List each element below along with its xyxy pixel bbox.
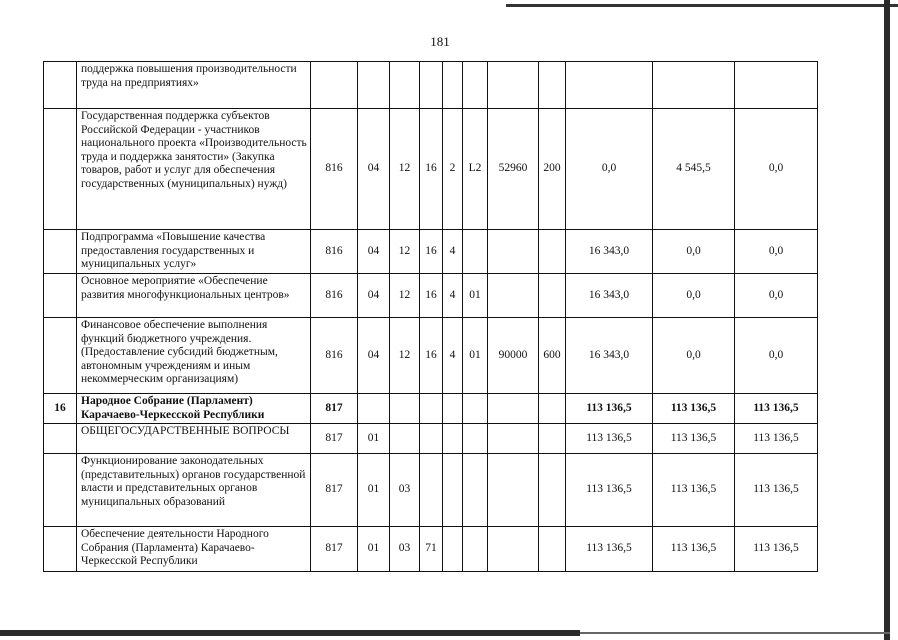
expense-type-cell [539, 230, 566, 274]
section-code-cell: 04 [358, 274, 390, 318]
scan-edge-bottom [0, 630, 580, 636]
ministry-code-cell: 816 [311, 109, 358, 230]
row-index-cell [44, 424, 77, 454]
row-index-cell [44, 62, 77, 109]
amount-year2-cell: 113 136,5 [653, 454, 735, 527]
direction-code-cell [488, 394, 539, 424]
ministry-code-cell: 816 [311, 230, 358, 274]
subprogram-code-cell [443, 62, 463, 109]
table-row [44, 318, 818, 394]
ministry-code-cell: 817 [311, 424, 358, 454]
subsection-code-cell: 03 [390, 454, 420, 527]
program-code-cell: 16 [420, 274, 443, 318]
row-index-cell [44, 454, 77, 527]
section-code-cell: 01 [358, 424, 390, 454]
program-code-cell: 16 [420, 109, 443, 230]
subprogram-code-cell [443, 424, 463, 454]
scan-edge-right [884, 0, 890, 640]
subprogram-code-cell: 4 [443, 274, 463, 318]
amount-year2-cell: 113 136,5 [653, 424, 735, 454]
budget-table [43, 61, 818, 572]
row-index-cell [44, 318, 77, 394]
amount-year3-cell: 0,0 [735, 230, 818, 274]
item-name-cell: Подпрограмма «Повышение качества предоставления государственных и муниципальных услуг» [77, 230, 311, 274]
amount-year3-cell: 0,0 [735, 318, 818, 394]
ministry-code-cell: 816 [311, 318, 358, 394]
table-row [44, 394, 818, 424]
amount-year1-cell [566, 62, 653, 109]
ministry-code-cell: 817 [311, 454, 358, 527]
amount-year1-cell: 113 136,5 [566, 424, 653, 454]
row-index-cell [44, 230, 77, 274]
subsection-code-cell [390, 394, 420, 424]
table-row [44, 527, 818, 572]
amount-year1-cell: 16 343,0 [566, 230, 653, 274]
direction-code-cell [488, 454, 539, 527]
expense-type-cell [539, 394, 566, 424]
item-name-cell: Обеспечение деятельности Народного Собрания (Парламента) Карачаево-Черкесской Республики [77, 527, 311, 572]
event-code-cell [463, 454, 488, 527]
program-code-cell: 16 [420, 318, 443, 394]
amount-year1-cell: 16 343,0 [566, 274, 653, 318]
subprogram-code-cell: 4 [443, 318, 463, 394]
direction-code-cell [488, 274, 539, 318]
section-code-cell: 01 [358, 527, 390, 572]
event-code-cell [463, 527, 488, 572]
section-code-cell: 01 [358, 454, 390, 527]
direction-code-cell [488, 62, 539, 109]
expense-type-cell [539, 274, 566, 318]
amount-year2-cell: 0,0 [653, 274, 735, 318]
subsection-code-cell: 12 [390, 230, 420, 274]
item-name-cell: поддержка повышения производительности труда на предприятиях» [77, 62, 311, 109]
section-code-cell: 04 [358, 109, 390, 230]
expense-type-cell [539, 454, 566, 527]
item-name-cell: ОБЩЕГОСУДАРСТВЕННЫЕ ВОПРОСЫ [77, 424, 311, 454]
program-code-cell [420, 62, 443, 109]
scan-edge-top [506, 4, 898, 7]
row-index-cell [44, 109, 77, 230]
section-code-cell [358, 62, 390, 109]
subsection-code-cell [390, 424, 420, 454]
item-name-cell: Функционирование законодательных (представительных) органов государственной власти и представительных органов муниципальных образований [77, 454, 311, 527]
expense-type-cell [539, 527, 566, 572]
subprogram-code-cell [443, 394, 463, 424]
program-code-cell [420, 454, 443, 527]
amount-year2-cell: 4 545,5 [653, 109, 735, 230]
row-index-cell [44, 527, 77, 572]
row-index-cell [44, 274, 77, 318]
expense-type-cell: 200 [539, 109, 566, 230]
amount-year3-cell: 113 136,5 [735, 424, 818, 454]
direction-code-cell [488, 527, 539, 572]
amount-year1-cell: 16 343,0 [566, 318, 653, 394]
item-name-cell: Основное мероприятие «Обеспечение развития многофункциональных центров» [77, 274, 311, 318]
page-number: 181 [430, 34, 450, 49]
amount-year1-cell: 113 136,5 [566, 394, 653, 424]
ministry-code-cell: 816 [311, 274, 358, 318]
event-code-cell [463, 424, 488, 454]
amount-year3-cell: 0,0 [735, 274, 818, 318]
subsection-code-cell: 03 [390, 527, 420, 572]
section-code-cell: 04 [358, 230, 390, 274]
direction-code-cell [488, 230, 539, 274]
scan-edge-bottom-thin [580, 632, 890, 634]
table-row [44, 454, 818, 527]
program-code-cell [420, 424, 443, 454]
program-code-cell [420, 394, 443, 424]
table-row [44, 230, 818, 274]
subsection-code-cell: 12 [390, 318, 420, 394]
event-code-cell [463, 62, 488, 109]
amount-year3-cell: 113 136,5 [735, 527, 818, 572]
amount-year2-cell [653, 62, 735, 109]
table-row [44, 424, 818, 454]
item-name-cell: Народное Собрание (Парламент) Карачаево-Черкесской Республики [77, 394, 311, 424]
direction-code-cell: 90000 [488, 318, 539, 394]
table-row [44, 109, 818, 230]
event-code-cell: 01 [463, 274, 488, 318]
table-row [44, 62, 818, 109]
amount-year2-cell: 0,0 [653, 230, 735, 274]
row-index-cell: 16 [44, 394, 77, 424]
table-body [44, 62, 818, 572]
expense-type-cell [539, 424, 566, 454]
table-row [44, 274, 818, 318]
ministry-code-cell: 817 [311, 527, 358, 572]
subsection-code-cell: 12 [390, 109, 420, 230]
amount-year3-cell: 113 136,5 [735, 454, 818, 527]
section-code-cell: 04 [358, 318, 390, 394]
expense-type-cell: 600 [539, 318, 566, 394]
amount-year1-cell: 113 136,5 [566, 527, 653, 572]
amount-year3-cell: 113 136,5 [735, 394, 818, 424]
item-name-cell: Финансовое обеспечение выполнения функций бюджетного учреждения. (Предоставление субсидий бюджетным, автономным учреждениям и иным некоммерческим организациям) [77, 318, 311, 394]
subprogram-code-cell [443, 527, 463, 572]
amount-year2-cell: 0,0 [653, 318, 735, 394]
direction-code-cell: 52960 [488, 109, 539, 230]
amount-year2-cell: 113 136,5 [653, 394, 735, 424]
event-code-cell [463, 230, 488, 274]
amount-year3-cell: 0,0 [735, 109, 818, 230]
subsection-code-cell [390, 62, 420, 109]
section-code-cell [358, 394, 390, 424]
subsection-code-cell: 12 [390, 274, 420, 318]
amount-year2-cell: 113 136,5 [653, 527, 735, 572]
event-code-cell [463, 394, 488, 424]
subprogram-code-cell: 2 [443, 109, 463, 230]
event-code-cell: 01 [463, 318, 488, 394]
ministry-code-cell: 817 [311, 394, 358, 424]
amount-year3-cell [735, 62, 818, 109]
subprogram-code-cell [443, 454, 463, 527]
ministry-code-cell [311, 62, 358, 109]
subprogram-code-cell: 4 [443, 230, 463, 274]
expense-type-cell [539, 62, 566, 109]
event-code-cell: L2 [463, 109, 488, 230]
direction-code-cell [488, 424, 539, 454]
program-code-cell: 16 [420, 230, 443, 274]
program-code-cell: 71 [420, 527, 443, 572]
amount-year1-cell: 0,0 [566, 109, 653, 230]
item-name-cell: Государственная поддержка субъектов Российской Федерации - участников национального проекта «Производительность труда и поддержка занятости» (Закупка товаров, работ и услуг для обеспечения государственных (муниципальных) нужд) [77, 109, 311, 230]
amount-year1-cell: 113 136,5 [566, 454, 653, 527]
